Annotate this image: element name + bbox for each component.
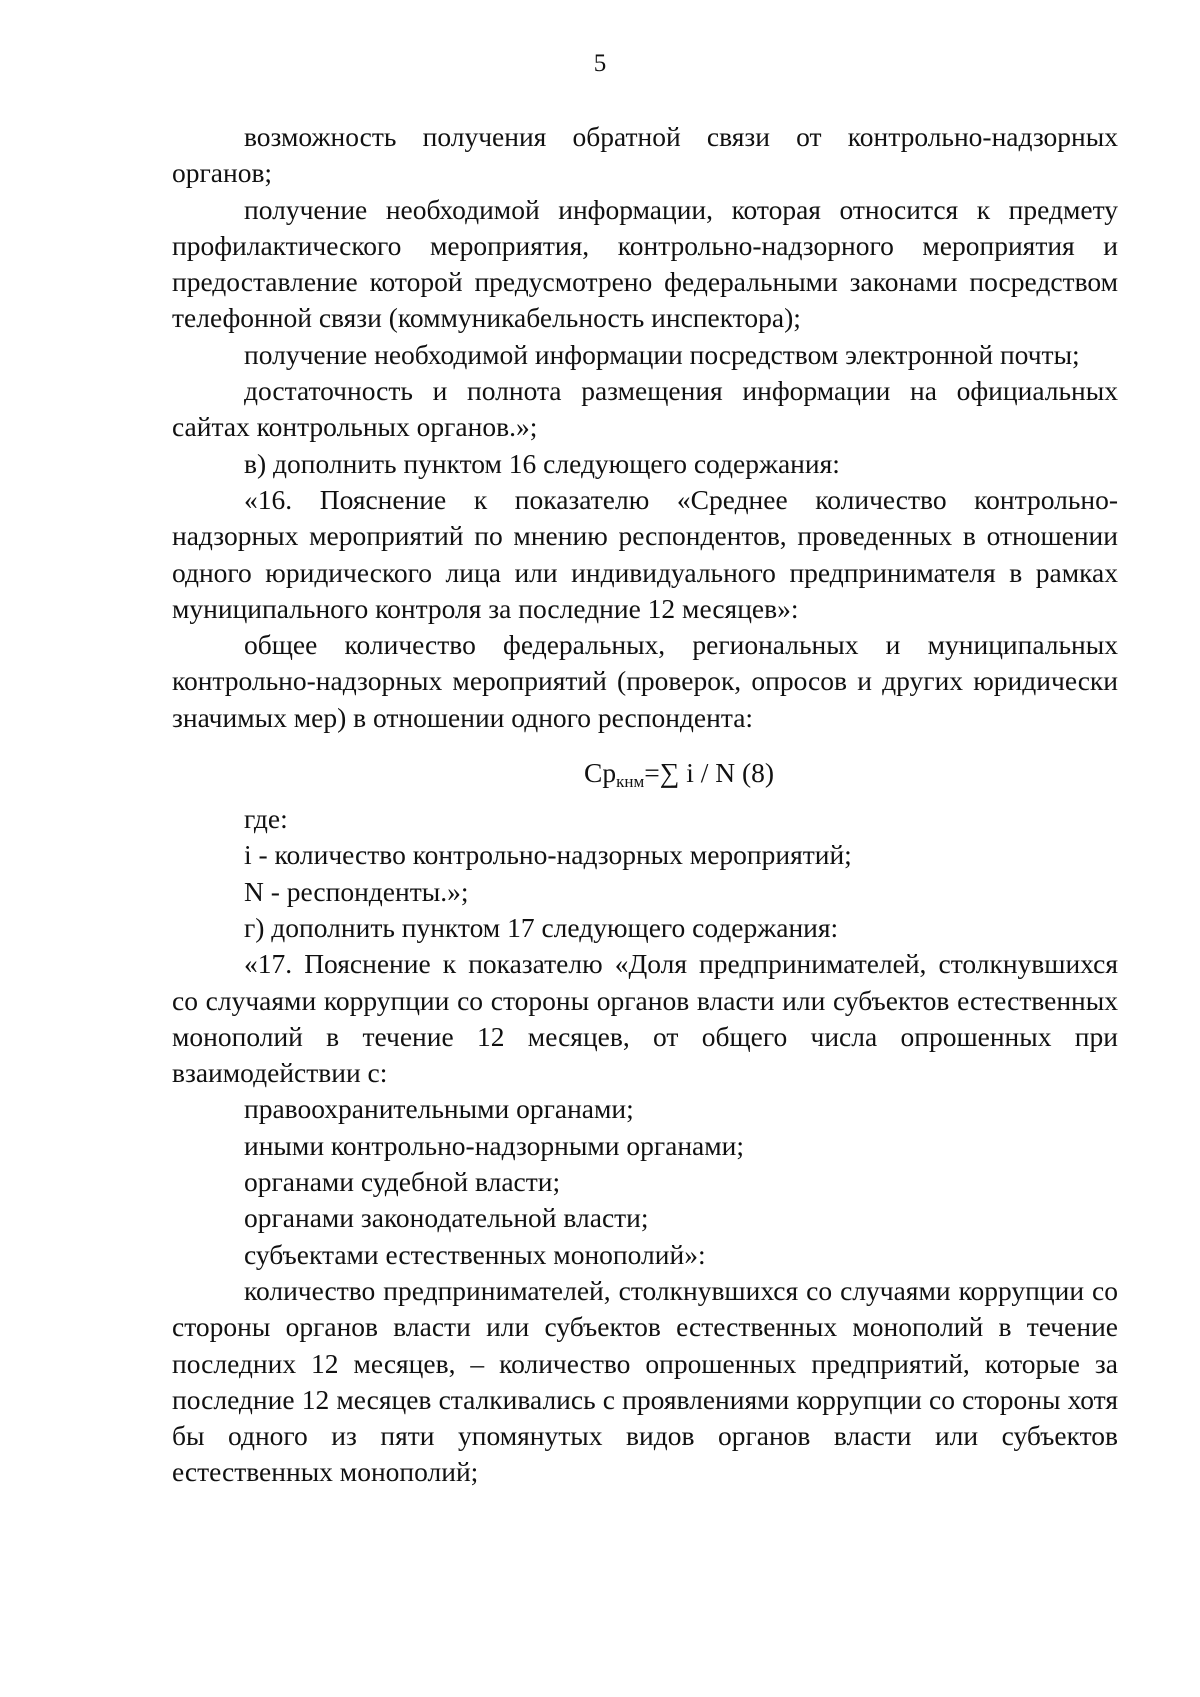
- document-body: [172, 119, 1118, 1491]
- paragraph: в) дополнить пунктом 16 следующего содержания:: [244, 447, 840, 479]
- formula-rhs: =∑ i / N (8): [644, 757, 775, 789]
- paragraph: i - количество контрольно-надзорных мероприятий;: [244, 839, 852, 871]
- paragraph: где:: [244, 803, 288, 835]
- paragraph: достаточность и полнота размещения информации на официальных сайтах контрольных органов.»;: [172, 375, 1118, 443]
- paragraph: г) дополнить пунктом 17 следующего содержания:: [244, 911, 839, 943]
- paragraph: общее количество федеральных, региональных и муниципальных контрольно-надзорных мероприятий (проверок, опросов и других юридически значимых мер) в отношении одного респондента:: [172, 629, 1118, 733]
- list-item: органами законодательной власти;: [244, 1202, 649, 1234]
- paragraph: N - респонденты.»;: [244, 875, 469, 907]
- paragraph: количество предпринимателей, столкнувшихся со случаями коррупции со стороны органов власти или субъектов естественных монополий в течение последних 12 месяцев, – количество опрошенных предприятий, которые за последние 12 месяцев сталкивались с проявлениями коррупции со стороны хотя бы одного из пяти упомянутых видов органов власти или субъектов естественных монополий;: [172, 1274, 1118, 1488]
- paragraph: «17. Пояснение к показателю «Доля предпринимателей, столкнувшихся со случаями коррупции со стороны органов власти или субъектов естественных монополий в течение 12 месяцев, от общего числа опрошенных при взаимодействии с:: [172, 948, 1118, 1089]
- list-item: органами судебной власти;: [244, 1166, 561, 1198]
- paragraph: «16. Пояснение к показателю «Среднее количество контрольно-надзорных мероприятий по мнению респондентов, проведенных в отношении одного юридического лица или индивидуального предпринимателя в рамках муниципального контроля за последние 12 месяцев»:: [172, 483, 1118, 624]
- list-item: правоохранительными органами;: [244, 1093, 634, 1125]
- paragraph: получение необходимой информации, которая относится к предмету профилактического мероприятия, контрольно-надзорного мероприятия и предоставление которой предусмотрено федеральными законами посредством телефонной связи (коммуникабельность инспектора);: [172, 193, 1118, 334]
- list-item: субъектами естественных монополий»:: [244, 1238, 706, 1270]
- page-number: 5: [593, 50, 607, 77]
- formula: [172, 755, 1118, 791]
- list-item: иными контрольно-надзорными органами;: [244, 1129, 745, 1161]
- formula-lhs: Ср: [584, 757, 617, 789]
- paragraph: получение необходимой информации посредством электронной почты;: [244, 338, 1080, 370]
- paragraph: возможность получения обратной связи от контрольно-надзорных органов;: [172, 121, 1118, 189]
- formula-subscript: кнм: [616, 772, 645, 792]
